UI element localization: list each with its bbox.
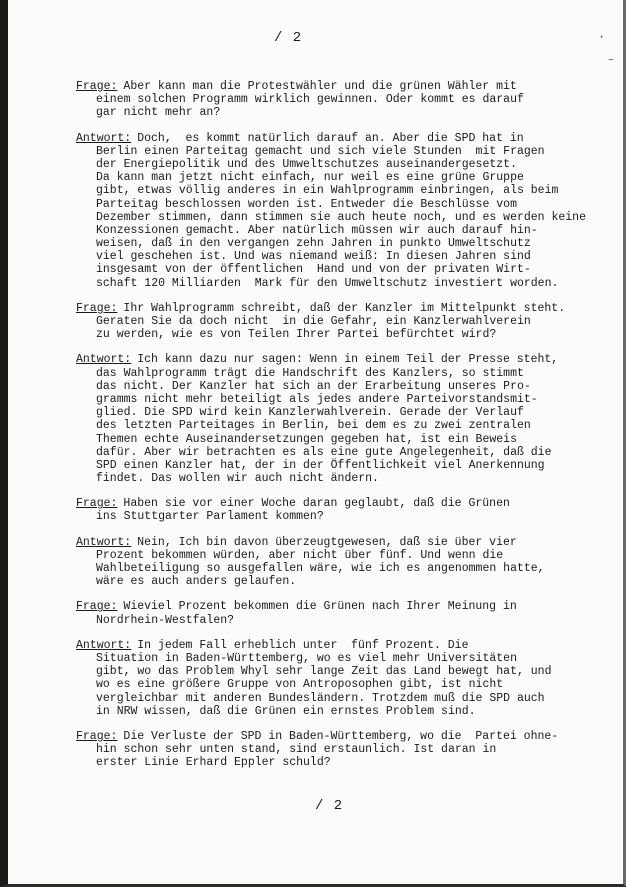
- line-text: In jedem Fall erheblich unter fünf Prozent. Die: [137, 638, 469, 652]
- line-text: insgesamt von der öffentlichen Hand und von der privaten Wirt-: [96, 263, 531, 277]
- text-line: [8, 459, 623, 472]
- line-text: Haben sie vor einer Woche daran geglaubt, daß die Grünen: [123, 497, 510, 511]
- text-line: [8, 237, 623, 250]
- text-line: [8, 106, 623, 119]
- line-text: viel geschehen ist. Und was niemand weiß: In diesen Jahren sind: [96, 250, 531, 264]
- line-text: findet. Das wollen wir auch nicht ändern.: [96, 472, 379, 486]
- text-line: [8, 328, 623, 341]
- text-line: [8, 614, 623, 627]
- line-text: Berlin einen Parteitag gemacht und sich viele Stunden mit Fragen: [96, 144, 545, 158]
- text-line: [8, 497, 623, 510]
- text-line: [8, 211, 623, 224]
- line-text: Wieviel Prozent bekommen die Grünen nach Ihrer Meinung in: [123, 600, 517, 614]
- line-text: schaft 120 Milliarden Mark für den Umweltschutz investiert worden.: [96, 276, 559, 290]
- line-text: Prozent bekommen würden, aber nicht über fünf. Und wenn die: [96, 548, 504, 562]
- line-text: gibt, etwas völlig anderes in ein Wahlprogramm einbringen, als beim: [96, 184, 559, 198]
- line-text: Themen echte Auseinandersetzungen gegeben hat, ist ein Beweis: [96, 432, 517, 446]
- line-text: erster Linie Erhard Eppler schuld?: [96, 756, 331, 770]
- text-line: [8, 315, 623, 328]
- text-line: [8, 730, 623, 743]
- line-text: Geraten Sie da doch nicht in die Gefahr, ein Kanzlerwahlverein: [96, 315, 531, 328]
- line-text: des letzten Parteitages in Berlin, bei dem es zu zwei zentralen: [96, 419, 531, 433]
- line-text: Dezember stimmen, dann stimmen sie auch heute noch, und es werden keine: [96, 210, 586, 224]
- corner-mark-small: ~: [608, 56, 615, 67]
- text-line: [8, 80, 623, 93]
- line-text: in NRW wissen, daß die Grünen ein ernstes Problem sind.: [96, 704, 476, 718]
- text-line: [8, 536, 623, 549]
- text-line: [8, 277, 623, 290]
- line-text: Ihr Wahlprogramm schreibt, daß der Kanzler im Mittelpunkt steht.: [123, 301, 566, 315]
- line-text: einem solchen Programm wirklich gewinnen. Oder kommt es darauf: [96, 93, 524, 107]
- line-text: SPD einen Kanzler hat, der in der Öffentlichkeit viel Anerkennung: [96, 458, 545, 472]
- question-label: Frage:: [76, 497, 118, 511]
- line-text: vergleichbar mit anderen Bundesländern. Trotzdem muß die SPD auch: [96, 691, 545, 705]
- interview-text: [8, 80, 623, 781]
- answer-label: Antwort:: [76, 535, 132, 549]
- text-line: [8, 145, 623, 158]
- page-number-bottom: / 2: [315, 798, 344, 814]
- line-text: glied. Die SPD wird kein Kanzlerwahlverein. Gerade der Verlauf: [96, 406, 524, 420]
- text-line: [8, 250, 623, 263]
- text-line: [8, 198, 623, 211]
- text-line: [8, 549, 623, 562]
- text-line: [8, 472, 623, 485]
- text-line: [8, 510, 623, 523]
- line-text: wo es eine größere Gruppe von Antroposophen gibt, ist nicht: [96, 678, 504, 692]
- text-line: [8, 93, 623, 106]
- text-line: [8, 224, 623, 237]
- line-text: gramms nicht mehr beteiligt als jedes andere Parteivorstandsmit-: [96, 392, 538, 406]
- line-text: Konzessionen gemacht. Aber natürlich müssen wir auch darauf hin-: [96, 223, 538, 237]
- line-text: Ich kann dazu nur sagen: Wenn in einem Teil der Presse steht,: [137, 353, 559, 367]
- answer-label: Antwort:: [76, 131, 132, 145]
- line-text: ins Stuttgarter Parlament kommen?: [96, 510, 324, 524]
- question-label: Frage:: [76, 301, 118, 315]
- line-text: wäre es auch anders gelaufen.: [96, 575, 297, 589]
- question-label: Frage:: [76, 80, 118, 93]
- text-line: [8, 158, 623, 171]
- answer-label: Antwort:: [76, 638, 132, 652]
- answer-block: [8, 639, 623, 718]
- question-block: [8, 730, 623, 770]
- line-text: Doch, es kommt natürlich darauf an. Aber die SPD hat in: [137, 131, 524, 145]
- line-text: Aber kann man die Protestwähler und die grünen Wähler mit: [123, 80, 517, 93]
- question-block: [8, 302, 623, 342]
- text-line: [8, 419, 623, 432]
- text-line: [8, 184, 623, 197]
- text-line: [8, 756, 623, 769]
- line-text: Parteitag beschlossen worden ist. Entweder die Beschlüsse vom: [96, 197, 517, 211]
- question-label: Frage:: [76, 729, 118, 743]
- line-text: Wahlbeteiligung so ausgefallen wäre, wie ich es angenommen hatte,: [96, 562, 545, 575]
- text-line: [8, 665, 623, 678]
- line-text: hin schon sehr unten stand, sind erstaunlich. Ist daran in: [96, 743, 497, 757]
- line-text: Situation in Baden-Württemberg, wo es viel mehr Universitäten: [96, 651, 517, 665]
- line-text: das Wahlprogramm trägt die Handschrift des Kanzlers, so stimmt: [96, 366, 524, 380]
- text-line: [8, 302, 623, 315]
- question-block: [8, 80, 623, 120]
- line-text: gibt, wo das Problem Whyl sehr lange Zeit das Land bewegt hat, und: [96, 665, 552, 679]
- line-text: zu werden, wie es von Teilen Ihrer Partei befürchtet wird?: [96, 328, 497, 342]
- text-line: [8, 263, 623, 276]
- text-line: [8, 393, 623, 406]
- text-line: [8, 743, 623, 756]
- text-line: [8, 678, 623, 691]
- text-line: [8, 692, 623, 705]
- answer-block: [8, 353, 623, 485]
- question-label: Frage:: [76, 600, 118, 614]
- text-line: [8, 406, 623, 419]
- line-text: Nein, Ich bin davon überzeugtgewesen, daß sie über vier: [137, 535, 517, 549]
- text-line: [8, 446, 623, 459]
- text-line: [8, 171, 623, 184]
- line-text: das nicht. Der Kanzler hat sich an der Erarbeitung unseres Pro-: [96, 379, 531, 393]
- text-line: [8, 639, 623, 652]
- text-line: [8, 367, 623, 380]
- line-text: dafür. Aber wir betrachten es als eine gute Angelegenheit, daß die: [96, 445, 552, 459]
- text-line: [8, 652, 623, 665]
- text-line: [8, 600, 623, 613]
- text-line: [8, 433, 623, 446]
- text-line: [8, 380, 623, 393]
- text-line: [8, 132, 623, 145]
- corner-mark: ·: [598, 30, 606, 44]
- line-text: Nordrhein-Westfalen?: [96, 613, 235, 627]
- answer-label: Antwort:: [76, 353, 132, 367]
- question-block: [8, 497, 623, 523]
- text-line: [8, 575, 623, 588]
- text-line: [8, 705, 623, 718]
- line-text: gar nicht mehr an?: [96, 106, 221, 120]
- text-line: [8, 353, 623, 366]
- line-text: der Energiepolitik und des Umweltschutzes auseinandergesetzt.: [96, 157, 517, 171]
- line-text: weisen, daß in den vergangen zehn Jahren in punkto Umweltschutz: [96, 237, 531, 251]
- line-text: Da kann man jetzt nicht einfach, nur weil es eine grüne Gruppe: [96, 171, 524, 185]
- question-block: [8, 600, 623, 626]
- text-line: [8, 562, 623, 575]
- page-number-top: / 2: [274, 30, 303, 46]
- answer-block: [8, 132, 623, 290]
- answer-block: [8, 536, 623, 589]
- line-text: Die Verluste der SPD in Baden-Württemberg, wo die Partei ohne-: [123, 729, 559, 743]
